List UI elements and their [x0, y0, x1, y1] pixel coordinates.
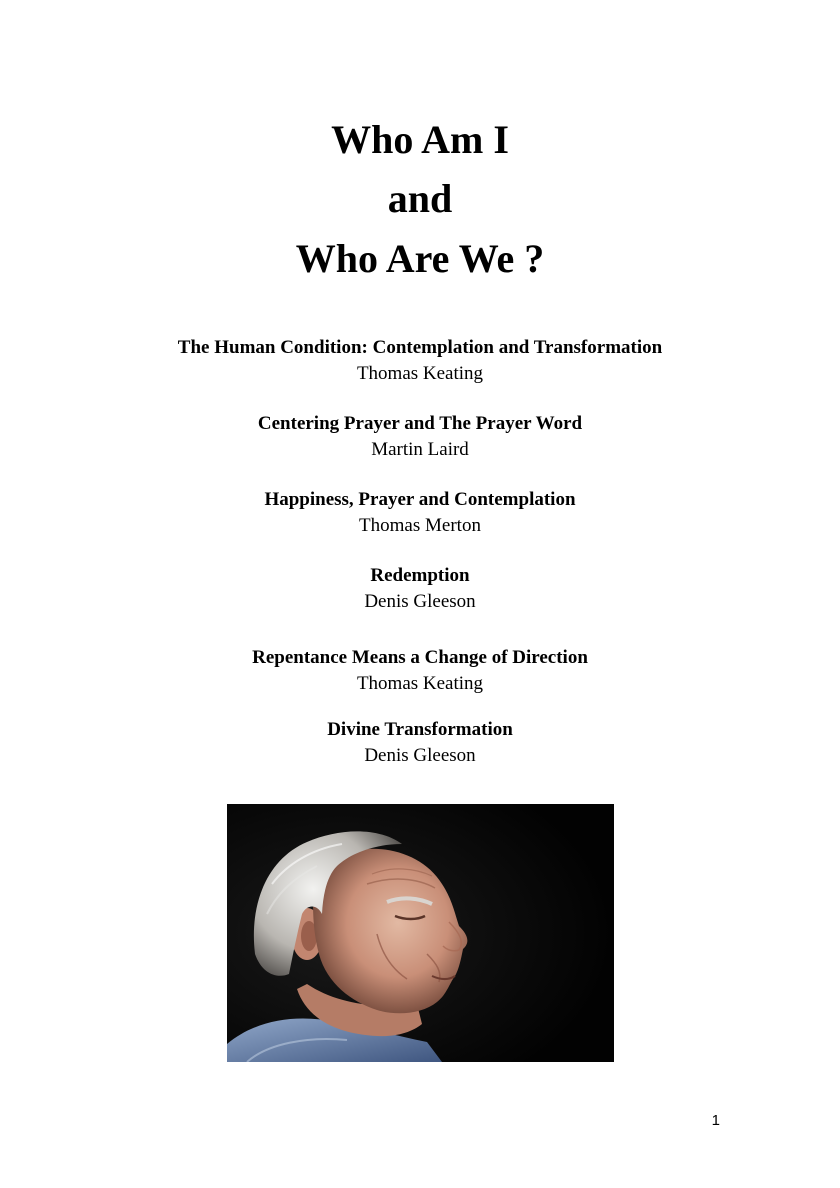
title-line-3: Who Are We ? — [295, 236, 545, 281]
portrait-illustration — [227, 804, 614, 1062]
contents-entry — [0, 645, 840, 697]
title-line-1: Who Am I — [331, 117, 509, 162]
entry-title: Centering Prayer and The Prayer Word — [257, 413, 583, 434]
contents-entry — [0, 487, 840, 539]
entry-title: Divine Transformation — [327, 719, 513, 740]
entry-author: Thomas Merton — [359, 515, 481, 536]
title-line-2: and — [387, 176, 453, 221]
entry-author: Denis Gleeson — [364, 745, 476, 766]
entry-author: Denis Gleeson — [364, 591, 476, 612]
portrait-photo — [227, 804, 614, 1062]
entry-title: Repentance Means a Change of Direction — [252, 647, 588, 668]
entry-author: Thomas Keating — [356, 363, 484, 384]
entry-author: Thomas Keating — [356, 673, 484, 694]
contents-entry — [0, 717, 840, 769]
entry-author: Martin Laird — [371, 439, 469, 460]
entry-title: Redemption — [370, 565, 470, 586]
entry-title: The Human Condition: Contemplation and Transformation — [177, 337, 663, 358]
contents-entry — [0, 563, 840, 615]
page-number: 1 — [711, 1112, 720, 1129]
entry-title: Happiness, Prayer and Contemplation — [264, 489, 576, 510]
contents-entry — [0, 335, 840, 387]
contents-entry — [0, 411, 840, 463]
